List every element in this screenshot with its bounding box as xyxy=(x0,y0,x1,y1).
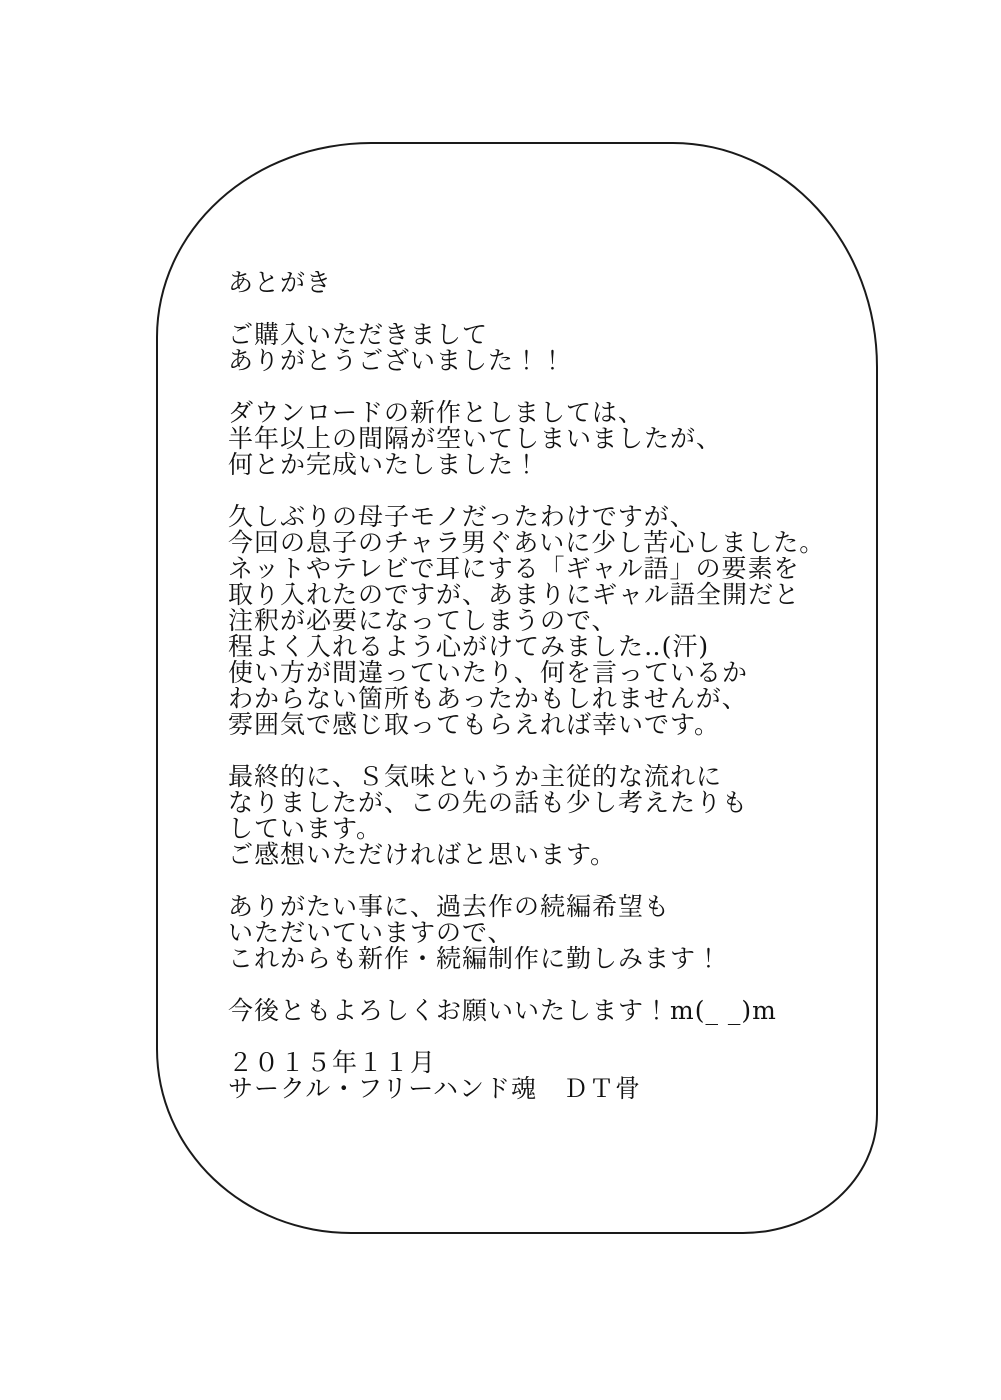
afterword-line: ご購入いただきまして xyxy=(228,320,489,349)
afterword-line: しています。 xyxy=(228,814,383,843)
afterword-credit: サークル・フリーハンド魂 ＤＴ骨 xyxy=(228,1074,642,1103)
afterword-line: なりましたが、この先の話も少し考えたりも xyxy=(228,788,749,817)
afterword-line: 程よく入れるよう心がけてみました‥(汗) xyxy=(228,632,710,661)
afterword-line: わからない箇所もあったかもしれませんが、 xyxy=(228,684,748,713)
afterword-line: ダウンロードの新作としましては、 xyxy=(228,398,645,427)
afterword-line: ネットやテレビで耳にする「ギャル語」の要素を xyxy=(228,554,800,583)
afterword-line: 使い方が間違っていたり、何を言っているか xyxy=(228,658,749,687)
afterword-line: 今後ともよろしくお願いいたします！m(_ _)m xyxy=(228,996,777,1025)
paragraph-story-direction xyxy=(228,764,868,868)
afterword-line: 半年以上の間隔が空いてしまいましたが、 xyxy=(228,424,723,453)
afterword-line: 雰囲気で感じ取ってもらえれば幸いです。 xyxy=(228,710,721,739)
afterword-line: 何とか完成いたしました！ xyxy=(228,450,541,479)
credits-block xyxy=(228,1050,868,1102)
afterword-line: ありがたい事に、過去作の続編希望も xyxy=(228,892,671,921)
afterword-line: ありがとうございました！！ xyxy=(228,346,567,375)
afterword-line: 注釈が必要になってしまうので、 xyxy=(228,606,618,635)
afterword-line: 取り入れたのですが、あまりにギャル語全開だと xyxy=(228,580,801,609)
afterword-line: これからも新作・続編制作に勤しみます！ xyxy=(228,944,723,973)
paragraph-sequel-requests xyxy=(228,894,868,972)
afterword-line: いただいていますので、 xyxy=(228,918,514,947)
afterword-heading: あとがき xyxy=(228,268,333,297)
afterword-line: ご感想いただければと思います。 xyxy=(228,840,617,869)
afterword-line: 最終的に、Ｓ気味というか主従的な流れに xyxy=(228,762,723,791)
afterword-line: 今回の息子のチャラ男ぐあいに少し苦心しました。 xyxy=(228,528,826,557)
afterword-text-block xyxy=(228,270,868,1102)
afterword-line: 久しぶりの母子モノだったわけですが、 xyxy=(228,502,696,531)
paragraph-release xyxy=(228,400,868,478)
afterword-date: ２０１５年１１月 xyxy=(228,1048,437,1077)
paragraph-closing xyxy=(228,998,868,1024)
paragraph-gyaru-go xyxy=(228,504,868,738)
paragraph-thanks xyxy=(228,322,868,374)
